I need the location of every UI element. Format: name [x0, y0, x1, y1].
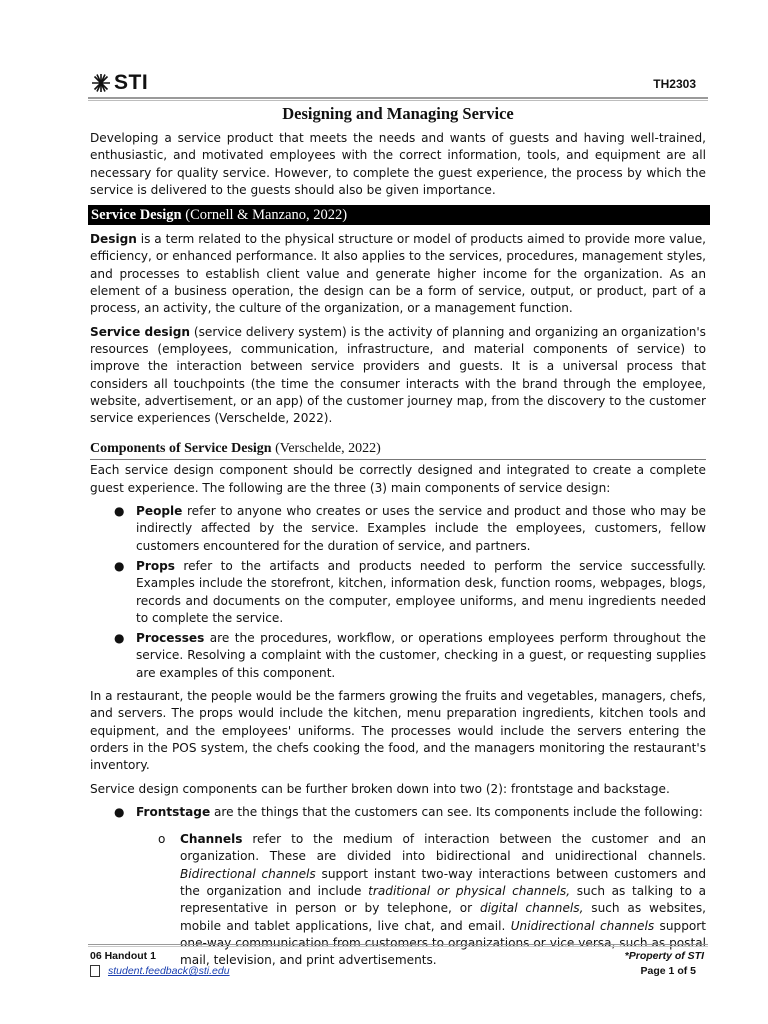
bullet-icon: ●: [114, 631, 125, 646]
list-item-text: refer to the artifacts and products needed to perform the service successfully. Examples include the storefront, kitchen, information desk, function rooms, webpages, blogs, records and documents on the computer, employee uniforms, and menu ingredients needed to complete the service.: [136, 558, 706, 625]
frontstage-text: are the things that the customers can see. Its components include the following:: [210, 804, 703, 819]
document-title: Designing and Managing Service: [282, 104, 514, 123]
intro-paragraph: Developing a service product that meets the needs and wants of guests and having well-trained, enthusiastic, and motivated employees with the correct information, tools, and equipment are all necessary for quality service. However, to complete the guest experience, the process by which the service is delivered to the guests should also be given importance.: [90, 131, 706, 197]
frontstage-list: [90, 804, 706, 821]
header-divider-thin: [88, 100, 708, 101]
document-code: TH2303: [653, 77, 696, 91]
design-term: Design: [90, 232, 137, 247]
list-item-text: refer to anyone who creates or uses the service and product and those who may be indirectly affected by the service. Examples include the employees, customers, fellow customers encountered for the duration of service, and partners.: [136, 504, 706, 553]
subsection-heading-citation: (Verschelde, 2022): [271, 441, 381, 457]
footer-divider: [88, 944, 708, 945]
section-heading-citation: (Cornell & Manzano, 2022): [181, 207, 348, 224]
components-list: [90, 503, 706, 682]
document-body: [90, 104, 706, 969]
frontstage-sublist: [90, 831, 706, 969]
email-icon: [90, 965, 100, 977]
bullet-icon: ●: [114, 804, 125, 819]
list-item-term: People: [136, 504, 183, 519]
restaurant-paragraph: In a restaurant, the people would be the farmers growing the fruits and vegetables, managers, chefs, and servers. The props would include the kitchen, menu preparation ingredients, kitchen tools and equipment, and the employees' uniforms. The processes would include the servers entering the orders in the POS system, the chefs cooking the food, and the managers monitoring the restaurant's inventory.: [90, 689, 706, 773]
bullet-icon: ●: [114, 504, 125, 519]
subsection-heading-bold: Components of Service Design: [90, 441, 272, 457]
sti-burst-icon: [91, 73, 111, 93]
design-paragraph: [90, 231, 706, 317]
frontstage-term: Frontstage: [136, 804, 211, 819]
channels-term: Channels: [180, 832, 243, 847]
traditional-term: traditional or physical channels,: [368, 883, 571, 898]
channels-text: support one-way communication from customers to organizations or vice versa, such as postal mail, television, and print advertisements.: [180, 918, 706, 968]
circle-bullet-icon: o: [158, 832, 166, 847]
subsection-heading-components: [90, 441, 706, 460]
design-definition: is a term related to the physical structure or model of products aimed to provide more value, efficiency, or enhanced performance. It also applies to the services, procedures, management styles, and processes to establish client value and generate higher income for the organization. As an element of a business operation, the design can be a form of service, output, or product, part of a process, an activity, the culture of the organization, or a management function.: [90, 232, 706, 316]
service-design-paragraph: [90, 324, 706, 428]
service-design-definition: (service delivery system) is the activity of planning and organizing an organization's resources (employees, communication, infrastructure, and material components of service) to improve the interaction between service providers and guests. It is a universal process that considers all touchpoints (the time the consumer interacts with the brand through the employee, website, advertisement, or an app) of the customer journey map, from the discovery to the customer service experiences (Verschelde, 2022).: [90, 324, 706, 426]
bullet-icon: ●: [114, 558, 125, 573]
sti-logo: [91, 71, 148, 95]
channels-text: support instant two-way interactions between customers and the organization and include: [180, 866, 707, 898]
list-item-term: Props: [136, 558, 175, 573]
unidirectional-term: Unidirectional channels: [510, 918, 655, 933]
footer-email-row: [90, 965, 230, 977]
list-item-processes: [90, 630, 706, 682]
digital-term: digital channels,: [479, 901, 584, 916]
channels-text: refer to the medium of interaction between the customer and an organization. These are divided into bidirectional and unidirectional channels.: [180, 832, 706, 864]
section-heading-service-design: [88, 205, 710, 225]
sublist-item-channels: [90, 831, 706, 969]
list-item-frontstage: [90, 804, 706, 821]
footer-divider-thin: [88, 946, 708, 947]
list-item-people: [90, 503, 706, 555]
components-intro: Each service design component should be correctly designed and integrated to create a complete guest experience. The following are the three (3) main components of service design:: [90, 463, 706, 495]
feedback-email-link[interactable]: student.feedback@sti.edu: [108, 965, 230, 977]
service-design-term: Service design: [90, 324, 191, 339]
breakdown-paragraph: Service design components can be further broken down into two (2): frontstage and backstage.: [90, 781, 670, 796]
channels-text: such as talking to a representative in person or by telephone, or: [180, 883, 707, 916]
channels-text: such as websites, mobile and tablet applications, live chat, and email.: [180, 901, 706, 933]
handout-label: 06 Handout 1: [90, 950, 156, 962]
property-label: *Property of STI: [624, 950, 704, 962]
list-item-text: are the procedures, workflow, or operations employees perform throughout the service. Resolving a complaint with the customer, checking in a guest, or requesting supplies are examples of this component.: [136, 631, 706, 680]
header-divider: [88, 97, 708, 99]
section-heading-bold: Service Design: [91, 207, 182, 224]
bidirectional-term: Bidirectional channels: [180, 866, 316, 881]
list-item-props: [90, 558, 706, 627]
logo-text: STI: [114, 71, 149, 94]
list-item-term: Processes: [136, 631, 205, 646]
page-number: Page 1 of 5: [640, 965, 696, 977]
